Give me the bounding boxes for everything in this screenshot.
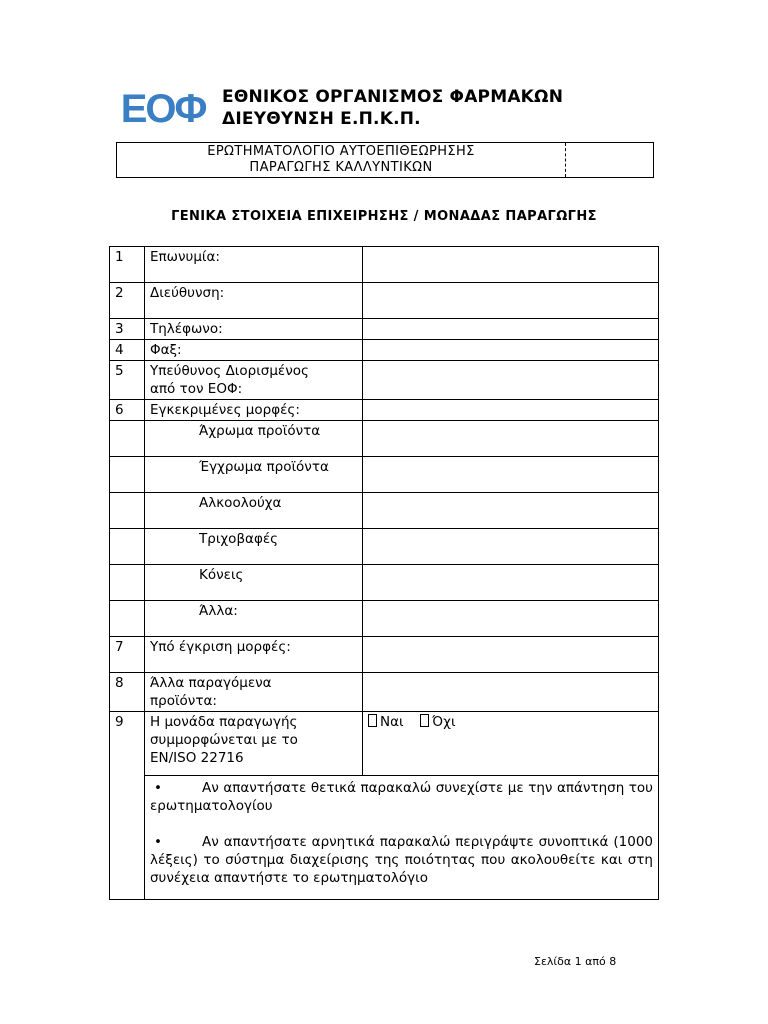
label-line: προϊόντα: [150,693,217,709]
table-row [110,361,659,400]
colorless-products-field[interactable] [363,421,659,457]
table-row [110,673,659,712]
sub-label: Έγχρωμα προϊόντα [145,457,363,493]
no-option[interactable] [420,714,455,730]
row-number: 5 [110,361,145,400]
row-number: 7 [110,637,145,673]
table-row [110,400,659,421]
table-row [110,565,659,601]
pending-forms-field[interactable] [363,637,659,673]
bullet-icon: • [154,834,162,850]
positive-answer-note [150,779,653,815]
document-title-line-2: ΠΑΡΑΓΩΓΗΣ ΚΑΛΛΥΝΤΙΚΩΝ [249,160,433,175]
instructions-cell [145,776,659,900]
table-row [110,319,659,340]
label-line: από τον ΕΟΦ: [150,381,243,397]
row-number: 2 [110,283,145,319]
table-row [110,637,659,673]
field-label [145,361,363,400]
powders-field[interactable] [363,565,659,601]
row-number: 8 [110,673,145,712]
table-row [110,247,659,283]
title-box-divider [565,143,566,177]
field-label: Επωνυμία: [145,247,363,283]
yes-checkbox[interactable] [368,714,377,727]
table-row [110,340,659,361]
row-number: 3 [110,319,145,340]
field-label: Διεύθυνση: [145,283,363,319]
negative-note-text: Αν απαντήσατε αρνητικά παρακαλώ περιγράψτε συνοπτικά (1000 λέξεις) το σύστημα διαχείρισης της ποιότητας που ακολουθείτε και στη συνέχεια απαντήστε το ερωτηματολόγιο [150,834,653,886]
field-label [145,712,363,776]
address-field[interactable] [363,283,659,319]
colored-products-field[interactable] [363,457,659,493]
page-number: Σελίδα 1 από 8 [534,955,617,968]
org-line-2: ΔΙΕΥΘΥΝΣΗ Ε.Π.Κ.Π. [222,109,421,129]
label-line: EN/ISO 22716 [150,750,244,766]
row-number: 1 [110,247,145,283]
iso-compliance-answer [363,712,659,776]
field-label: Εγκεκριμένες μορφές: [145,400,363,421]
responsible-person-field[interactable] [363,361,659,400]
label-line: Η μονάδα παραγωγής [150,714,298,730]
company-name-field[interactable] [363,247,659,283]
phone-field[interactable] [363,319,659,340]
table-row [110,457,659,493]
label-line: συμμορφώνεται με το [150,732,298,748]
table-row [110,493,659,529]
yes-label: Ναι [380,714,404,730]
negative-answer-note [150,833,653,887]
field-label [145,673,363,712]
document-title [117,144,565,176]
sub-label: Άλλα: [145,601,363,637]
alcoholic-products-field[interactable] [363,493,659,529]
bullet-icon: • [154,780,162,796]
logo-text: ΕΟΦ [120,87,206,130]
approved-forms-field[interactable] [363,400,659,421]
eof-logo [118,86,208,130]
label-line: Υπεύθυνος Διορισμένος [150,363,309,379]
row-number: 4 [110,340,145,361]
table-row [110,421,659,457]
sub-label: Αλκοολούχα [145,493,363,529]
table-row [110,776,659,900]
no-label: Όχι [432,714,456,730]
no-checkbox[interactable] [420,714,429,727]
field-label: Φαξ: [145,340,363,361]
hair-dyes-field[interactable] [363,529,659,565]
table-row [110,601,659,637]
other-forms-field[interactable] [363,601,659,637]
organization-name [222,86,563,130]
document-title-box [116,142,654,178]
org-line-1: ΕΘΝΙΚΟΣ ΟΡΓΑΝΙΣΜΟΣ ΦΑΡΜΑΚΩΝ [222,87,564,107]
other-products-field[interactable] [363,673,659,712]
row-number: 9 [110,712,145,900]
table-row [110,712,659,776]
document-title-line-1: ΕΡΩΤΗΜΑΤΟΛΟΓΙΟ ΑΥΤΟΕΠΙΘΕΩΡΗΣΗΣ [207,144,475,159]
table-row [110,283,659,319]
yes-option[interactable] [368,714,404,730]
sub-label: Άχρωμα προϊόντα [145,421,363,457]
section-heading: ΓΕΝΙΚΑ ΣΤΟΙΧΕΙΑ ΕΠΙΧΕΙΡΗΣΗΣ / ΜΟΝΑΔΑΣ ΠΑΡΑΓΩΓΗΣ [171,209,597,224]
field-label: Υπό έγκριση μορφές: [145,637,363,673]
field-label: Τηλέφωνο: [145,319,363,340]
label-line: Άλλα παραγόμενα [150,675,272,691]
positive-note-text: Αν απαντήσατε θετικά παρακαλώ συνεχίστε με την απάντηση του ερωτηματολογίου [150,780,653,814]
row-number: 6 [110,400,145,421]
company-info-table [109,246,659,900]
sub-label: Κόνεις [145,565,363,601]
sub-label: Τριχοβαφές [145,529,363,565]
fax-field[interactable] [363,340,659,361]
table-row [110,529,659,565]
